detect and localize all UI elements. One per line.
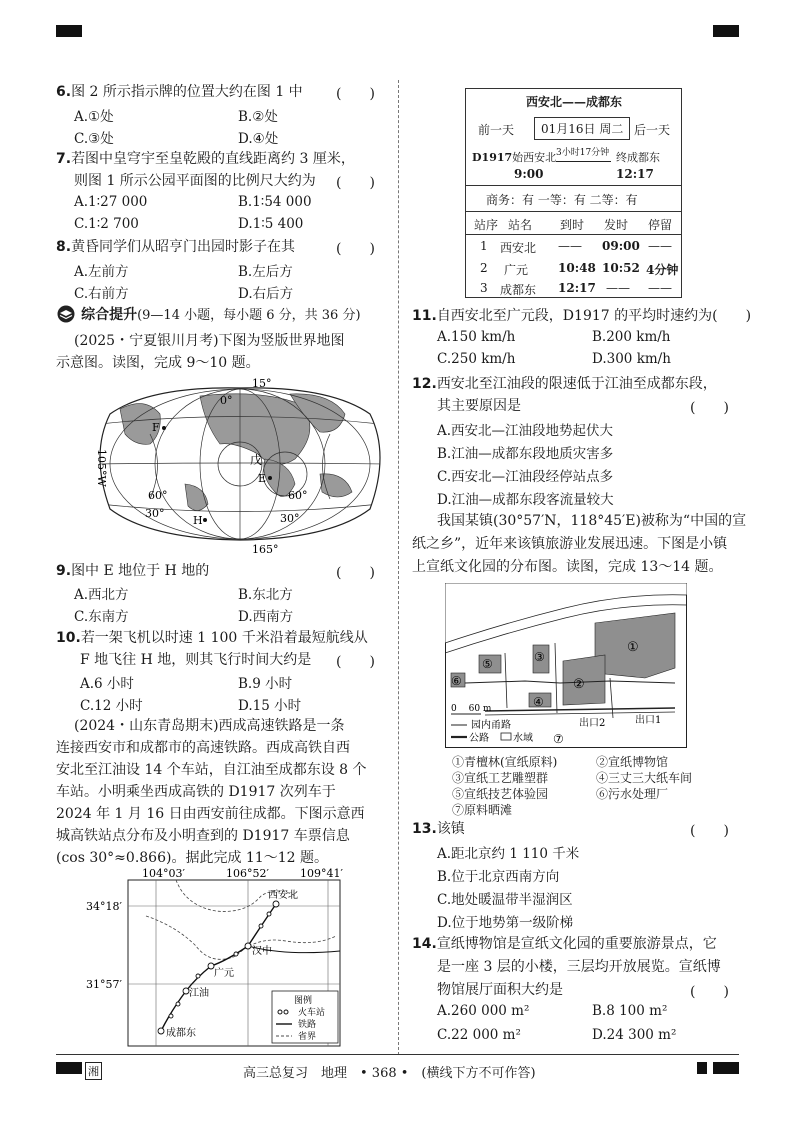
- q9-option-a[interactable]: A.西北方: [74, 587, 129, 603]
- park-legend-4: ④三丈三大纸车间: [596, 771, 693, 785]
- station-xianbei: 西安北: [268, 890, 298, 901]
- footer-rule: [56, 1054, 739, 1055]
- map1-label-30-left: 30°: [145, 507, 165, 520]
- map1-label-E: E: [258, 472, 267, 485]
- intro3-line1: 我国某镇(30°57′N，118°45′E)被称为“中国的宣: [437, 513, 747, 529]
- q7-stem-1: 7.若图中皇穹宇至皇乾殿的直线距离约 3 厘米，: [56, 151, 355, 167]
- q8-option-c[interactable]: C.右前方: [74, 286, 129, 302]
- ticket-row2-station: 广元: [504, 263, 529, 277]
- footer-badge: 湘: [85, 1062, 102, 1080]
- map1-label-0deg: 0°: [220, 394, 233, 407]
- park-legend-7: ⑦原料晒滩: [452, 803, 513, 817]
- q7-answer-blank[interactable]: ( ): [336, 175, 375, 191]
- train-ticket-info: [465, 88, 682, 298]
- map1-label-60-left: 60°: [148, 489, 168, 502]
- q11-stem: 11.自西安北至广元段，D1917 的平均时速约为( ): [412, 308, 752, 324]
- q6-answer-blank[interactable]: ( ): [336, 86, 375, 102]
- ticket-date[interactable]: 01月16日 周二: [534, 117, 630, 140]
- q13-stem: 13.该镇: [412, 821, 465, 837]
- q7-option-a[interactable]: A.1∶27 000: [74, 194, 148, 210]
- column-divider: [398, 80, 399, 1055]
- ticket-header-station: 站名: [508, 218, 533, 232]
- q13-option-c[interactable]: C.地处暖温带半湿润区: [437, 892, 573, 908]
- q9-option-b[interactable]: B.东北方: [238, 587, 293, 603]
- q10-option-c[interactable]: C.12 小时: [80, 698, 143, 714]
- intro1-line2: 示意图。读图，完成 9～10 题。: [56, 355, 260, 371]
- ticket-row3-seq: 3: [480, 281, 488, 295]
- zone-label-5: ⑤: [482, 657, 493, 671]
- ticket-row2-dep: 10:52: [602, 261, 640, 275]
- q12-stem-1: 12.西安北至江油段的限速低于江油至成都东段，: [412, 376, 717, 392]
- q7-option-c[interactable]: C.1∶2 700: [74, 216, 139, 232]
- map1-label-165: 165°: [252, 543, 279, 554]
- ticket-seats: 商务：有 一等：有 二等：有: [486, 193, 638, 207]
- ticket-header-stop: 停留: [648, 218, 673, 232]
- ticket-row1-dep: 09:00: [602, 239, 640, 253]
- map2-lon2: 106°52′: [226, 867, 269, 880]
- ticket-train-line: [472, 149, 556, 165]
- map2-lon1: 104°03′: [142, 867, 185, 880]
- map1-label-15: 15°: [252, 377, 272, 390]
- map3-legend-road2: 公路: [469, 733, 489, 744]
- intro2-line6: 城高铁站点分布及小明查到的 D1917 车票信息: [56, 828, 350, 844]
- park-legend-2: ②宣纸博物馆: [596, 755, 669, 769]
- map2-legend-title: 图例: [294, 996, 313, 1006]
- ticket-row2-arr: 10:48: [558, 261, 596, 275]
- q12-option-a[interactable]: A.西安北—江油段地势起伏大: [437, 423, 614, 439]
- ticket-row2-seq: 2: [480, 261, 488, 275]
- map1-label-105w: 105°W: [95, 449, 108, 487]
- q7-option-d[interactable]: D.1∶5 400: [238, 216, 304, 232]
- q11-option-c[interactable]: C.250 km/h: [437, 351, 516, 367]
- q6-option-a[interactable]: A.①处: [74, 109, 114, 125]
- zone-label-3: ③: [534, 650, 545, 664]
- ticket-prev-day[interactable]: 前一天: [478, 123, 515, 137]
- map1-label-60-right: 60°: [288, 489, 308, 502]
- section-title: 综合提升: [81, 307, 138, 323]
- q9-option-d[interactable]: D.西南方: [238, 609, 294, 625]
- map2-lon3: 109°41′: [300, 867, 343, 880]
- ticket-header-seq: 站序: [474, 218, 499, 232]
- q8-option-a[interactable]: A.左前方: [74, 264, 129, 280]
- q9-stem: 9.图中 E 地位于 H 地的: [56, 563, 210, 579]
- q10-stem-1: 10.若一架飞机以时速 1 100 千米沿着最短航线从: [56, 630, 368, 646]
- q14-stem-1: 14.宣纸博物馆是宣纸文化园的重要旅游景点，它: [412, 936, 717, 952]
- q11-option-b[interactable]: B.200 km/h: [592, 329, 671, 345]
- map2-legend-station: 火车站: [298, 1008, 326, 1018]
- q12-option-d[interactable]: D.江油—成都东段客流量较大: [437, 492, 614, 508]
- culture-park-map: [445, 583, 687, 748]
- intro1-line1: (2025・宁夏银川月考)下图为竖版世界地图: [74, 333, 345, 349]
- map3-scale: 0 60 m: [451, 704, 492, 714]
- map3-legend-water: 水域: [513, 733, 533, 744]
- exit1-label: 出口1: [635, 715, 662, 726]
- section-header: [56, 304, 361, 324]
- map1-label-wu: 戊: [250, 453, 263, 467]
- q8-option-d[interactable]: D.右后方: [238, 286, 294, 302]
- exit2-label: 出口2: [579, 718, 606, 729]
- ticket-next-day[interactable]: 后一天: [634, 123, 671, 137]
- intro2-line5: 2024 年 1 月 16 日由西安前往成都。下图示意西: [56, 806, 365, 822]
- map1-label-H: H: [193, 514, 203, 527]
- intro2-line2: 连接西安市和成都市的高速铁路。西成高铁自西: [56, 740, 350, 756]
- park-legend-1: ①青檀林(宣纸原料): [452, 755, 558, 769]
- q8-option-b[interactable]: B.左后方: [238, 264, 293, 280]
- q14-option-c[interactable]: C.22 000 m²: [437, 1027, 521, 1043]
- q12-option-c[interactable]: C.西安北—江油段经停站点多: [437, 469, 614, 485]
- ticket-dep-time: 9:00: [514, 167, 544, 181]
- layers-icon: [56, 305, 76, 323]
- q6-option-b[interactable]: B.②处: [238, 109, 278, 125]
- ticket-train-no: D1917: [472, 151, 513, 164]
- map1-label-F: F: [152, 421, 160, 434]
- q12-stem-2: 其主要原因是: [437, 398, 521, 414]
- park-legend-3: ③宣纸工艺雕塑群: [452, 771, 549, 785]
- zone-label-4: ④: [533, 695, 544, 709]
- q6-stem: 6.图 2 所示指示牌的位置大约在图 1 中: [56, 84, 303, 100]
- q10-option-d[interactable]: D.15 小时: [238, 698, 302, 714]
- map3-legend-road: 园内甬路: [471, 720, 511, 731]
- intro3-line2: 纸之乡”，近年来该镇旅游业发展迅速。下图是小镇: [412, 536, 728, 552]
- q7-stem-2: 则图 1 所示公园平面图的比例尺大约为: [74, 173, 316, 189]
- ticket-start: 始西安北: [512, 151, 557, 164]
- intro2-line7: (cos 30°≈0.866)。据此完成 11～12 题。: [56, 850, 328, 866]
- ticket-row3-arr: 12:17: [558, 281, 596, 295]
- zone-label-1: ①: [627, 640, 639, 655]
- q14-stem-3: 物馆展厅面积大约是: [437, 982, 563, 998]
- q14-option-d[interactable]: D.24 300 m²: [592, 1027, 677, 1043]
- q11-option-a[interactable]: A.150 km/h: [437, 329, 516, 345]
- q13-option-b[interactable]: B.位于北京西南方向: [437, 869, 560, 885]
- ticket-end: 终成都东: [616, 151, 660, 164]
- park-legend-5: ⑤宣纸技艺体验园: [452, 787, 549, 801]
- q13-option-d[interactable]: D.位于地势第一级阶梯: [437, 915, 574, 931]
- ticket-row2-stop: 4分钟: [646, 263, 679, 277]
- q6-option-c[interactable]: C.③处: [74, 131, 114, 147]
- q9-option-c[interactable]: C.东南方: [74, 609, 129, 625]
- map2-lat1: 34°18′: [86, 900, 122, 913]
- ticket-header-arr: 到时: [560, 218, 585, 232]
- zone-label-7: ⑦: [553, 732, 564, 746]
- q11-option-d[interactable]: D.300 km/h: [592, 351, 671, 367]
- q12-option-b[interactable]: B.江油—成都东段地质灾害多: [437, 446, 614, 462]
- q6-option-d[interactable]: D.④处: [238, 131, 279, 147]
- station-hanzhong: 汉中: [252, 946, 272, 957]
- ticket-row1-seq: 1: [480, 239, 488, 253]
- station-chengdudong: 成都东: [166, 1028, 196, 1039]
- corner-mark-top-right: [713, 25, 739, 37]
- ticket-row3-stop: ——: [648, 281, 672, 295]
- q14-option-a[interactable]: A.260 000 m²: [437, 1003, 530, 1019]
- ticket-duration: 3小时17分钟: [556, 148, 610, 158]
- footer-center: 高三总复习 地理 • 368 • (横线下方不可作答): [243, 1066, 536, 1081]
- footer-mark-right-small: [697, 1062, 707, 1074]
- q10-option-a[interactable]: A.6 小时: [80, 676, 134, 692]
- q10-stem-2: F 地飞往 H 地，则其飞行时间大约是: [80, 652, 312, 668]
- park-legend-6: ⑥污水处理厂: [596, 787, 669, 801]
- footer-mark-right: [713, 1062, 739, 1074]
- q14-answer-blank[interactable]: ( ): [690, 984, 729, 1000]
- ticket-header-dep: 发时: [604, 218, 629, 232]
- intro2-line3: 安北至江油设 14 个车站，自江油至成都东设 8 个: [56, 762, 367, 778]
- station-guangyuan: 广元: [214, 968, 234, 979]
- zone-label-6: ⑥: [451, 674, 462, 688]
- q7-option-b[interactable]: B.1∶54 000: [238, 194, 312, 210]
- map1-label-30-right: 30°: [280, 512, 300, 525]
- ticket-row1-station: 西安北: [500, 241, 537, 255]
- intro2-line1: (2024・山东青岛期末)西成高速铁路是一条: [74, 718, 345, 734]
- q12-answer-blank[interactable]: ( ): [690, 400, 729, 416]
- q8-answer-blank[interactable]: ( ): [336, 241, 375, 257]
- intro3-line3: 上宣纸文化园的分布图。读图，完成 13～14 题。: [412, 559, 723, 575]
- zone-label-2: ②: [573, 677, 585, 692]
- station-jiangyou: 江油: [189, 988, 209, 999]
- footer-mark-left: [56, 1062, 82, 1074]
- q10-option-b[interactable]: B.9 小时: [238, 676, 293, 692]
- ticket-row1-stop: ——: [648, 239, 672, 253]
- corner-mark-top-left: [56, 25, 82, 37]
- q14-stem-2: 是一座 3 层的小楼，三层均开放展览。宣纸博: [437, 959, 721, 975]
- intro2-line4: 车站。小明乘坐西成高铁的 D1917 次列车于: [56, 784, 336, 800]
- map2-lat2: 31°57′: [86, 978, 122, 991]
- ticket-arr-time: 12:17: [616, 167, 654, 181]
- section-subtitle: (9—14 小题，每小题 6 分，共 36 分): [137, 308, 361, 323]
- q14-option-b[interactable]: B.8 100 m²: [592, 1003, 668, 1019]
- ticket-title: 西安北——成都东: [526, 95, 623, 109]
- q8-stem: 8.黄昏同学们从昭亨门出园时影子在其: [56, 239, 296, 255]
- q9-answer-blank[interactable]: ( ): [336, 565, 375, 581]
- world-map-figure: [90, 374, 390, 554]
- map2-legend-border: 省界: [298, 1032, 317, 1042]
- q10-answer-blank[interactable]: ( ): [336, 654, 375, 670]
- ticket-arrow: [556, 161, 611, 162]
- q13-option-a[interactable]: A.距北京约 1 110 千米: [437, 846, 580, 862]
- ticket-row1-arr: ——: [558, 239, 582, 253]
- ticket-row3-dep: ——: [606, 281, 630, 295]
- railway-map-figure: [86, 866, 344, 1048]
- ticket-row3-station: 成都东: [500, 283, 537, 297]
- q13-answer-blank[interactable]: ( ): [690, 823, 729, 839]
- map2-legend-rail: 铁路: [298, 1020, 317, 1030]
